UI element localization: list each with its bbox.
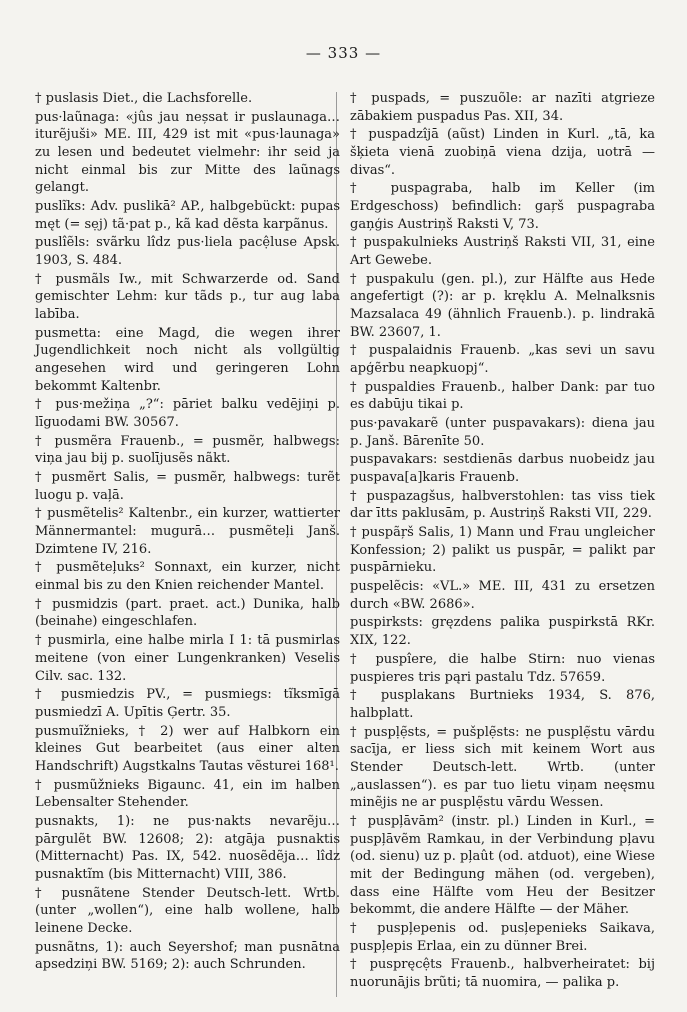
- dictionary-entry: pusnakts, 1): ne pus·nakts nevarẽju… pārgulẽt BW. 12608; 2): atgāja pusnaktis (Mitternacht) Pas. IX, 542. nuosẽdẽja… lîdz pusnaktĩm (bis Mitternacht) VIII, 386.: [35, 813, 340, 882]
- dictionary-entry: † pusmidzis (part. praet. act.) Dunika, halb (beinahe) eingeschlafen.: [35, 596, 340, 630]
- dictionary-entry: † puspļepenis od. pusļepenieks Saikava, puspļepis Erlaa, ein zu dünner Brei.: [350, 920, 655, 954]
- dictionary-entry: † pusmãls Iw., mit Schwarzerde od. Sand gemischter Lehm: kur tãds p., tur aug laba labība.: [35, 271, 340, 323]
- dictionary-entry: † pusnãtene Stender Deutsch-lett. Wrtb. (unter „wollen“), eine halb wollene, halb leinene Decke.: [35, 885, 340, 936]
- dictionary-entry: † pusmũžnieks Bigaunc. 41, ein im halben Lebensalter Stehender.: [35, 777, 340, 811]
- dictionary-entry: † puspîere, die halbe Stirn: nuo vienas puspieres tris pąri pastalu Tdz. 57659.: [350, 651, 655, 685]
- dictionary-entry: † puspadzîjā (aũst) Linden in Kurl. „tā, ka šķieta vienā zuobiņā viena dzija, uotrā — divas“.: [350, 127, 655, 178]
- dictionary-entry: pusmetta: eine Magd, die wegen ihrer Jugendlichkeit noch nicht als vollgültig angesehen wird und geringeren Lohn bekommt Kaltenbr.: [35, 325, 340, 394]
- dictionary-entry: † puspakulnieks Austriņš Raksti VII, 31, eine Art Gewebe.: [350, 235, 655, 269]
- dictionary-entry: pusmuĩžnieks, † 2) wer auf Halbkorn ein kleines Gut bearbeitet (aus einer alten Handschrift) Augstkalns Tautas vẽsturei 168¹.: [35, 723, 340, 774]
- dictionary-entry: † puslasis Diet., die Lachsforelle.: [35, 91, 253, 106]
- dictionary-entry: † pusmẽtelis² Kaltenbr., ein kurzer, wattierter Männermantel: mugurā… pusmẽteļi Janš. Dzimtene IV, 216.: [35, 506, 340, 557]
- dictionary-entry: † pusmirla, eine halbe mirla I 1: tā pusmirlas meitene (von einer Lungenkranken) Veselis Cilv. sac. 132.: [35, 633, 340, 684]
- dictionary-entry: † pusmẽteļuks² Sonnaxt, ein kurzer, nicht einmal bis zu den Knien reichender Mantel.: [35, 560, 340, 594]
- dictionary-entry: † pusmiedzis PV., = pusmiegs: tĩksmīgā pusmiedzī A. Upītis Ģertr. 35.: [35, 687, 340, 720]
- dictionary-entry: † pusmẽra Frauenb., = pusmẽr, halbwegs: viņa jau bij p. suolījusẽs nãkt.: [35, 433, 340, 467]
- dictionary-entry: † puspads, = puszuõle: ar nazīti atgrieze zābakiem puspadus Pas. XII, 34.: [350, 91, 655, 124]
- dictionary-entry: † puspãŗš Salis, 1) Mann und Frau ungleicher Konfession; 2) palikt us puspār, = palikt par puspārnieku.: [350, 525, 655, 576]
- dictionary-entry: puslîẽls: svãrku lîdz pus·liela pacệluse Apsk. 1903, S. 484.: [35, 235, 340, 269]
- dictionary-entry: † puspakulu (gen. pl.), zur Hälfte aus Hede angefertigt (?): ar p. kręklu A. Melnalksnis Mazsalaca 49 (ähnlich Frauenb.). p. lindrakā BW. 23607, 1.: [350, 271, 655, 340]
- dictionary-entry: † puspaldies Frauenb., halber Dank: par tuo es dabūju tikai p.: [350, 379, 655, 413]
- dictionary-entry: puspavakars: sestdienās darbus nuobeidz jau puspava[a]karis Frauenb.: [350, 452, 655, 486]
- dictionary-entry: † puspręcệts Frauenb., halbverheiratet: bij nuorunājis brũti; tā nuomira, — palika p.: [350, 957, 655, 990]
- left-column: [35, 90, 340, 975]
- dictionary-entry: pusnãtns, 1): auch Seyershof; man pusnātna apsedziņi BW. 5169; 2): auch Schrunden.: [35, 939, 340, 973]
- dictionary-entry: puslĩks: Adv. puslikā² AP., halbgebückt: pupas męt (= sẹj) tã·pat p., kã kad dẽsta karpãnus.: [35, 199, 340, 232]
- dictionary-entry: † puspalaidnis Frauenb. „kas sevi un savu apģẽrbu neapkuopj“.: [350, 343, 655, 377]
- dictionary-entry: † pusplakans Burtnieks 1934, S. 876, halbplatt.: [350, 688, 655, 721]
- dictionary-entry: † puspļāvām² (instr. pl.) Linden in Kurl., = puspļāvẽm Ramkau, in der Verbindung pļavu (od. sienu) uz p. pļaût (od. atduot), eine Wiese mit der Bedingung mähen (od. vergeben), dass eine Hälfte vom Heu der Besitzer bekommt, die andere Hälfte — der Mäher.: [350, 813, 655, 918]
- dictionary-entry: † puspazagšus, halbverstohlen: tas viss tiek dar ītts paklusām, p. Austriņš Raksti VII, 229.: [350, 488, 655, 522]
- dictionary-entry: pus·pavakarẽ (unter puspavakars): diena jau p. Janš. Bārenīte 50.: [350, 416, 655, 449]
- dictionary-entry: † puspḷẹ̃sts, = pušplẹ̃sts: ne pusplẹ̃stu vārdu sacīja, er liess sich mit keinem Wort aus Stender Deutsch-lett. Wrtb. (unter „auslassen“). es par tuo lietu viņam neęsmu minẽjis ne ar pusplẹ̃stu vārdu Wessen.: [350, 724, 655, 811]
- right-column: [350, 90, 655, 993]
- dictionary-entry: † pus·mežiņa „?“: pāriet balku vedējiņi p. līguodami BW. 30567.: [35, 397, 340, 431]
- dictionary-entry: † pusmẽrt Salis, = pusmẽr, halbwegs: turẽt luogu p. vaļā.: [35, 470, 340, 503]
- page-number: — 333 —: [305, 44, 382, 62]
- dictionary-entry: † puspagraba, halb im Keller (im Erdgeschoss) befindlich: gaŗš puspagraba gaņģis Austriņš Raksti V, 73.: [350, 181, 655, 232]
- dictionary-entry: pus·laũnaga: «jûs jau neșsat ir puslaunaga… iturẽjuši» ME. III, 429 ist mit «pus·launaga» zu lesen und bedeutet vielmehr: ihr seid ja nicht einmal bis zur Mitte des laũnags gelangt.: [35, 109, 340, 196]
- dictionary-entry: puspirksts: gręzdens palika puspirkstā RKr. XIX, 122.: [350, 615, 655, 649]
- dictionary-entry: puspelẽcis: «VL.» ME. III, 431 zu ersetzen durch «BW. 2686».: [350, 579, 655, 612]
